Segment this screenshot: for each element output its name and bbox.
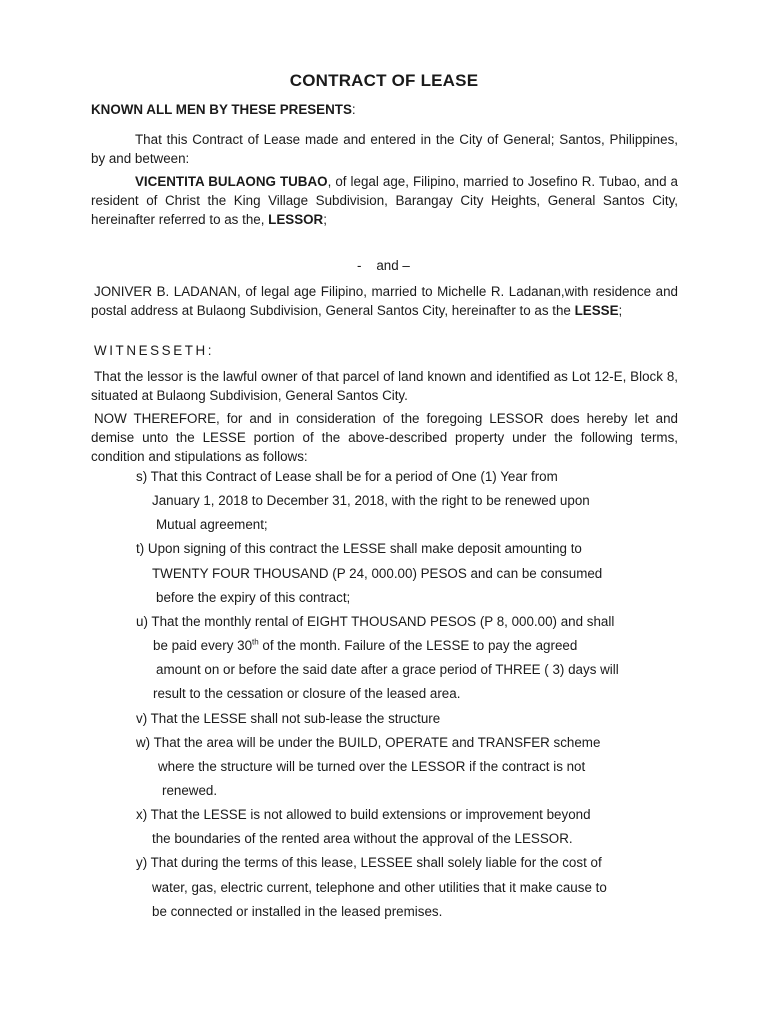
clause-t-line-2: TWENTY FOUR THOUSAND (P 24, 000.00) PESOS and can be consumed [152,566,603,581]
lessee-role: LESSE [574,303,619,318]
intro-paragraph: That this Contract of Lease made and entered in the City of General; Santos, Philippines, by and between: [91,132,678,166]
clause-u-line-2 [153,638,577,653]
lessor-end: ; [323,212,327,227]
clause-y-line-3: be connected or installed in the leased premises. [152,904,443,919]
lessor-description: , of legal age, Filipino, married to Josefino R. Tubao, and a resident of Christ the King Village Subdivision, Barangay City Heights, General Santos City, hereinafter referred to as the, [91,174,679,227]
clause-y-line-2: water, gas, electric current, telephone and other utilities that it make cause to [152,880,607,895]
known-heading-text: KNOWN ALL MEN BY THESE PRESENTS [91,102,352,117]
lessor-owner-paragraph: That the lessor is the lawful owner of that parcel of land known and identified as Lot 12-E, Block 8, situated at Bulaong Subdivision, General Santos City. [91,369,678,403]
clause-u-line-2-end: of the month. Failure of the LESSE to pay the agreed [258,638,578,653]
lessee-description: JONIVER B. LADANAN, of legal age Filipino, married to Michelle R. Ladanan,with residence and postal address at Bulaong Subdivision, General Santos City, hereinafter to as the [91,284,678,318]
clause-v-line-1: v) That the LESSE shall not sub-lease the structure [136,711,441,726]
lessor-name: VICENTITA BULAONG TUBAO [135,174,328,189]
clause-u-line-4: result to the cessation or closure of the leased area. [153,686,461,701]
clause-t-line-3: before the expiry of this contract; [156,590,351,605]
document-title: CONTRACT OF LEASE [289,71,479,90]
clause-x-line-2: the boundaries of the rented area without the approval of the LESSOR. [152,831,573,846]
lessee-paragraph [91,282,678,320]
lessee-end: ; [618,303,623,318]
clause-x-line-1: x) That the LESSE is not allowed to build extensions or improvement beyond [136,807,591,822]
witnesseth-heading: WITNESSETH: [94,343,215,358]
clause-s-line-3: Mutual agreement; [156,517,268,532]
clause-t-line-1: t) Upon signing of this contract the LESSE shall make deposit amounting to [136,541,582,556]
clause-s-line-2: January 1, 2018 to December 31, 2018, with the right to be renewed upon [152,493,590,508]
known-all-men-heading [91,102,356,117]
clause-w-line-2: where the structure will be turned over the LESSOR if the contract is not [158,759,586,774]
lessor-role: LESSOR [268,212,324,227]
clause-y-line-1: y) That during the terms of this lease, LESSEE shall solely liable for the cost of [136,855,602,870]
known-heading-colon: : [351,102,356,117]
clause-u-line-2-start: be paid every 30 [153,638,253,653]
lessor-paragraph [91,172,678,229]
clause-w-line-3: renewed. [162,783,218,798]
clause-w-line-1: w) That the area will be under the BUILD, OPERATE and TRANSFER scheme [136,735,601,750]
clause-s-line-1: s) That this Contract of Lease shall be for a period of One (1) Year from [136,469,558,484]
clause-u-ordinal-suffix: th [252,637,259,647]
and-separator: - and – [357,258,410,273]
now-therefore-paragraph: NOW THEREFORE, for and in consideration of the foregoing LESSOR does hereby let and demise unto the LESSE portion of the above-described property under the following terms, condition and stipulations as follows: [91,411,678,464]
clause-u-line-3: amount on or before the said date after a grace period of THREE ( 3) days will [156,662,619,677]
clause-u-line-1: u) That the monthly rental of EIGHT THOUSAND PESOS (P 8, 000.00) and shall [136,614,615,629]
